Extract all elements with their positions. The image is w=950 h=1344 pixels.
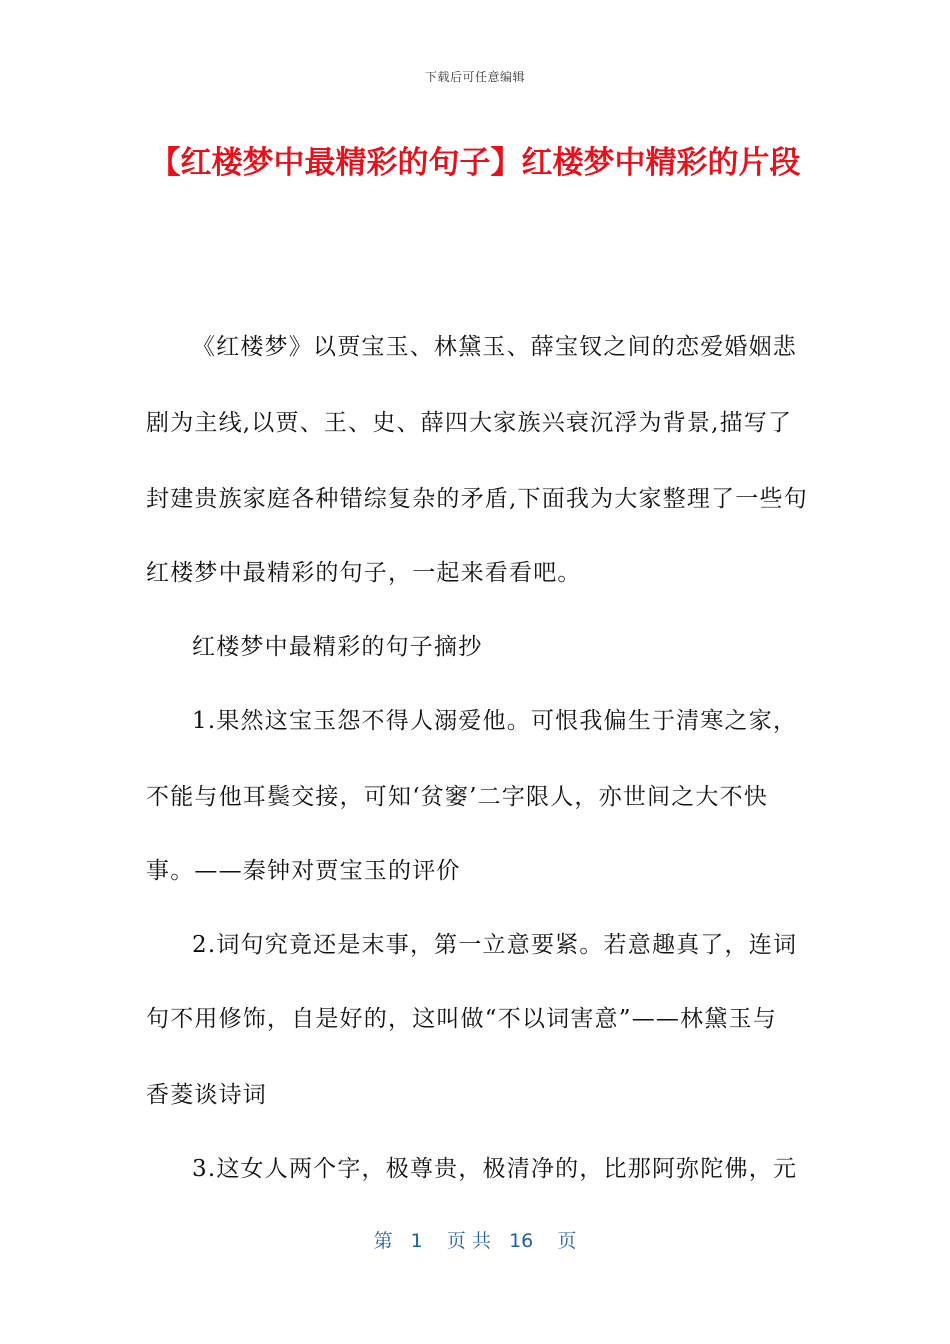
paragraph-line: 红楼梦中最精彩的句子，一起来看看吧。 — [146, 560, 582, 586]
paragraph-line: 1.果然这宝玉怨不得人溺爱他。可恨我偏生于清寒之家， — [192, 708, 798, 734]
paragraph-line: 香菱谈诗词 — [146, 1082, 267, 1108]
paragraph-line: 2.词句究竟还是末事，第一立意要紧。若意趣真了，连词 — [192, 932, 798, 958]
paragraph-line: 封建贵族家庭各种错综复杂的矛盾,下面我为大家整理了一些句 — [146, 486, 808, 512]
paragraph-line: 句不用修饰，自是好的，这叫做“不以词害意”——林黛玉与 — [146, 1006, 777, 1032]
paragraph-line: 3.这女人两个字，极尊贵，极清净的，比那阿弥陀佛，元 — [192, 1156, 798, 1182]
page-number-footer: 第 1 页 共 16 页 — [373, 1230, 577, 1252]
paragraph-line: 剧为主线,以贾、王、史、薛四大家族兴衰沉浮为背景,描写了 — [146, 410, 793, 436]
paragraph-line: 不能与他耳鬓交接，可知‘贫窭’二字限人，亦世间之大不快 — [146, 784, 769, 810]
paragraph-line: 《红楼梦》以贾宝玉、林黛玉、薛宝钗之间的恋爱婚姻悲 — [192, 334, 797, 360]
header-note: 下载后可任意编辑 — [424, 70, 525, 84]
paragraph-line: 事。——秦钟对贾宝玉的评价 — [146, 858, 461, 884]
document-title: 【红楼梦中最精彩的句子】红楼梦中精彩的片段 — [149, 145, 801, 181]
section-heading: 红楼梦中最精彩的句子摘抄 — [192, 634, 483, 660]
